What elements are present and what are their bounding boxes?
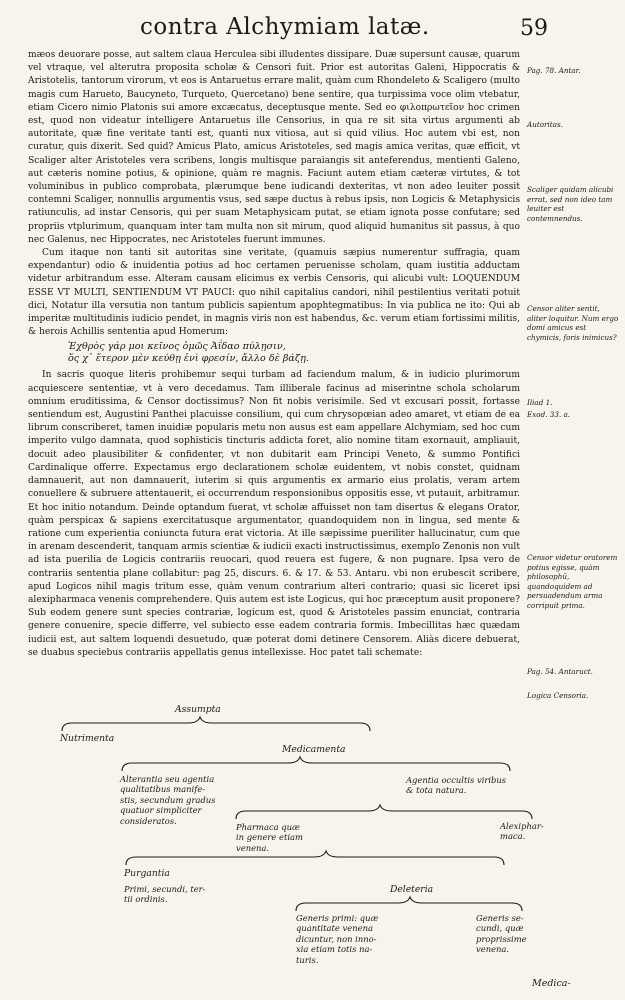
brace-top — [62, 717, 370, 731]
margin-note: Autoritas. — [527, 120, 563, 129]
margin-note: Pag. 54. Antaruct. — [527, 667, 593, 676]
margin-note: Iliad 1. — [527, 398, 553, 407]
margin-note: Logica Censoria. — [527, 691, 589, 700]
node-alexipharmaca — [500, 821, 544, 842]
node-line: in genere etiam — [236, 832, 303, 843]
node-line: consideratos. — [120, 815, 177, 826]
node-assumpta: Assumpta — [175, 704, 221, 715]
paragraph-2: Cum itaque non tanti sit autoritas sine veritate, (quamuis sæpius numerentur suffragia, quam expendantur) odio & inuidentia potius ad hoc certamen peruenisse scholam, quam iustitia adductam videtur arbitrandum esse. Alteram causam elicimus ex verbis Censoris, qui alicubi vult: LOQUENDUM ESSE VT MULTI, SENTIENDUM VT PAUCI: quo nihil capitalius candori, nihil pestilentius veritati potuit dici, Notatur illa versutia non tantum publicis sapientum apophtegmatibus: In via publica ne ito: Qui ab imperitæ multitudinis iudicio pendet, in magnis viris non est habendus, &c. verum etiam fortissimi militis, & herois Achillis sententia apud Homerum: — [28, 248, 520, 338]
node-line: Alexiphar- — [500, 821, 544, 831]
greek-line-1: Ἐχθρὸς γάρ μοι κεῖνος ὁμῶς Ἀΐδαο πύλῃσιν, — [68, 341, 286, 353]
node-line: qualitatibus manife- — [120, 784, 206, 795]
margin-note: Exod. 33. a. — [527, 410, 571, 419]
running-head: contra Alchymiam latæ. — [140, 14, 430, 40]
node-purgantia: Purgantia — [124, 868, 170, 879]
node-alterantia — [120, 774, 215, 826]
margin-note: Censor aliter sentit, aliter loquitur. Num ergo domi amicus est chymicis, foris inimicus? — [527, 304, 619, 342]
node-line: quatuor simpliciter — [120, 805, 202, 816]
margin-note: Pag. 78. Antar. — [527, 66, 581, 75]
node-agentia-occultis — [406, 775, 506, 796]
node-line: cundi, quæ — [476, 923, 524, 934]
node-pharmaca — [236, 822, 303, 853]
node-line: dicuntur, non inno- — [296, 933, 377, 944]
node-primi-secundi — [124, 884, 206, 905]
paragraph-1: mæos deuorare posse, aut saltem claua Herculea sibi illudentes dissipare. Duæ supersunt causæ, quarum vel vtraque, vel alterutra proposita scholæ & Censori fuit. Prior est autoritas Galeni, Hippocratis & Aristotelis, tantorum virorum, vt eos is Antaruetus errare malit, quàm cum Rhondeleto & Scaligero (multo magis cum Harueto, Baucyneto, Turqueto, Quercetano) bene sentire, qua turpissima voce olim vtebatur, etiam Cicero nimio Platonis sui amore excæcatus, deceptusque mente. Sed eo φιλοπρωτεῖον hoc crimen est, quod non videatur intelligere Antaruetus ille Censorius, in qua re sit sita virtus argumenti ab autoritate, quæ fine veritate tanti est, quanti nux vitiosa, aut si quid vilius. Hoc autem vbi est, non curatur, quis dixerit. Sed quid? Amicus Plato, amicus Aristoteles, sed magis amica veritas, quæ efficit, vt Scaliger alter Aristoteles vera scribens, longis multisque paraiangis sit anteferendus, mentienti Galeno, aut cæteris nomine potius, & opinione, quàm re magnis. Faciunt autem etiam cæteræ virtutes, & tot voluminibus in publico comprobata, plærumque bene iudicandi dexteritas, vt non adeo leuiter possit contemni Scaliger, nonnullis argumentis vsus, sed sæpe ductus à rebus ipsis, non Logicis & Metaphysicis ratiunculis, ad instar Censoris, qui per suam Metaphysicam putat, se etiam ignota posse confutare; sed propriis vtplurimum, quanquam inter tam multa non sit mirum, quod aliquid humanitus sit passus, à quo nec Galenus, nec Hippocrates, nec Aristoteles fuerunt immunes. — [28, 50, 520, 245]
node-line: Generis se- — [476, 913, 524, 923]
page-number: 59 — [520, 16, 548, 41]
node-line: Primi, secundi, ter- — [124, 884, 206, 894]
paragraph-3: In sacris quoque literis prohibemur sequi turbam ad faciendum malum, & in iudicio plurimorum acquiescere sententiæ, vt à vero decedamus. Tam illiberale facinus ad miserintne schola scholarum omnium eruditissima, & Censor doctissimus? Non fit nobis verisimile. Sed vt excusari possit, fortasse sentiendum est, Augustini Panthei placuisse consilium, qui cum chrysopœian adeo amaret, vt etiam de ea librum conscriberet, tamen inuidiæ popularis metu non ausus est eam appellare Alchymiam, sed hoc cum imperito vulgo damnata, quod sophisticis tincturis addicta foret, alio nomine titam exornauit, ampliauit, docuit adeo plausibiliter & confidenter, vt non dubitarit eam Principi Veneto, & summo Pontifici Cardinalique offerre. Expectamus ergo declarationem scholæ euidentem, vt nobis constet, quidnam damnauerit, aut non damnauerit, iuterim si quis argumentis ex armario eius prolatis, veram artem conuellere & subruere attentauerit, ei occurrendum responsionibus oppositis esse, vt putauit, arbitramur. Et hoc initio notandum. Deinde optandum fuerat, vt scholæ affuisset non tam disertus & elegans Orator, quàm perspicax & sapiens exercitatusque argumentator, quandoquidem non in lingua, sed mente & ratione cum experientia coniuncta futura erat victoria. At ille sæpissime pueriliter hallucinatur, cum que in arenam descenderit, tanquam armis scientiæ & iudicii exacti instructissimus, exemplo Zenonis non vult ad ista puerilia de Logicis contrariis reuocari, quod reuera est fugere, & non pugnare. Ipsa vero de contrariis sententia plane collabitur: pag 25, discurs. 6. & 17. & 53. Antaru. vbi non erubescit scribere, apud Logicos nihil magis tritum esse, quàm venum contrarium alteri contrario; quasi sic liceret ipsi alexipharmaca venenis comprehendere. Quis autem est iste Logicus, qui hoc præceptum ausit proponere? Sub eodem genere sunt species contrariæ, logicum est, quod & Aristoteles passim enunciat, contraria genere conuenire, specie differre, vel subiecto esse eadem contraria formis. Imbecillitas hæc quædam iudicii est, aut saltem loquendi desuetudo, quæ poterat domi detinere Censorem. Aliàs dicere debuerat, se duabus speciebus contrariis appellatis genus intellexisse. Hoc patet tali schemate: — [28, 370, 520, 658]
node-deleteria: Deleteria — [390, 884, 434, 895]
margin-note: Censor videtur oratorem potius egisse, quàm philosophū, quandoquidem ad persuadendum arma corripuit prima. — [527, 553, 618, 610]
node-line: maca. — [500, 831, 526, 842]
node-line: tii ordinis. — [124, 894, 168, 905]
node-generis-secundi — [476, 913, 527, 955]
node-line: xia etiam totis na- — [296, 944, 373, 955]
node-line: Pharmaca quæ — [236, 822, 300, 832]
node-nutrimenta: Nutrimenta — [60, 733, 115, 744]
node-line: Agentia occultis viribus — [406, 775, 507, 785]
brace-deleteria — [296, 897, 522, 911]
node-line: proprissime — [476, 933, 527, 944]
node-line: turis. — [296, 954, 319, 965]
node-line: venena. — [476, 944, 510, 955]
node-line: Alterantia seu agentia — [120, 774, 215, 784]
node-medicamenta: Medicamenta — [282, 744, 346, 755]
node-line: stis, secundum gradus — [120, 794, 216, 805]
main-text — [28, 49, 520, 660]
brace-agentia — [236, 805, 532, 819]
node-line: quantitate venena — [296, 923, 373, 934]
classification-schema — [60, 704, 550, 965]
catchword: Medica- — [532, 978, 571, 989]
node-generis-primi — [296, 913, 378, 965]
greek-line-2: ὅς χ᾽ ἕτερον μὲν κεύθῃ ἐνὶ φρεσίν, ἄλλο δὲ βάζῃ. — [68, 353, 309, 365]
node-line: venena. — [236, 842, 270, 853]
homer-quote — [68, 341, 520, 365]
node-line: Generis primi: quæ — [296, 913, 379, 923]
brace-medicamenta — [122, 757, 510, 771]
margin-note: Scaliger quidam alicubi errat, sed non ideo tam leuiter est contemnendus. — [527, 185, 614, 223]
node-line: & tota natura. — [406, 785, 467, 796]
brace-pharmaca — [126, 851, 504, 865]
